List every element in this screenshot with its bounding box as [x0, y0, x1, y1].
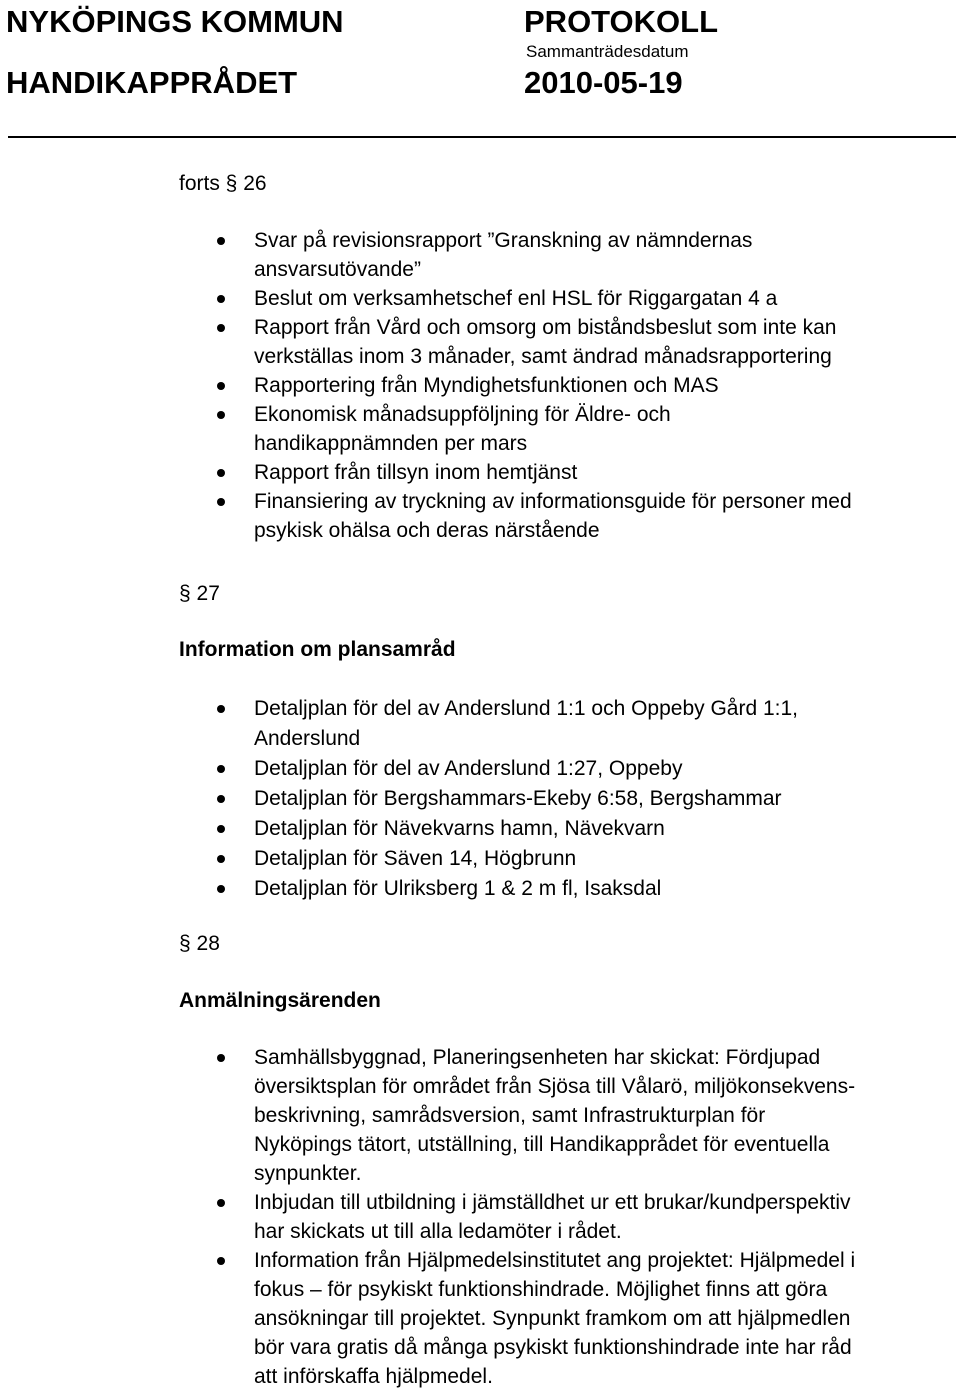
bullet-icon	[217, 855, 225, 863]
section-28-list	[254, 1043, 958, 1391]
bullet-icon	[217, 382, 225, 390]
list-item-text: ansökningar till projektet. Synpunkt framkom om att hjälpmedlen	[254, 1307, 851, 1330]
bullet-icon	[217, 1054, 225, 1062]
list-item-text: Information från Hjälpmedelsinstitutet ang projektet: Hjälpmedel i	[254, 1249, 856, 1272]
header-divider	[8, 136, 956, 138]
list-item-text: Anderslund	[254, 727, 361, 750]
list-item-text: Rapportering från Myndighetsfunktionen och MAS	[254, 374, 719, 397]
date-label: Sammanträdesdatum	[526, 42, 689, 61]
list-item-text: ansvarsutövande”	[254, 258, 421, 281]
list-item-text: bör vara gratis då många psykiskt funktionshindrade inte har råd	[254, 1336, 852, 1359]
bullet-icon	[217, 1257, 225, 1265]
list-item-text: Detaljplan för Säven 14, Högbrunn	[254, 847, 577, 870]
section-27-label: § 27	[179, 582, 220, 605]
list-item	[254, 874, 958, 904]
bullet-icon	[217, 469, 225, 477]
list-item	[254, 313, 958, 371]
section-26-list	[254, 226, 958, 545]
list-item-text: Detaljplan för Ulriksberg 1 & 2 m fl, Isaksdal	[254, 877, 662, 900]
list-item	[254, 784, 958, 814]
list-item	[254, 487, 958, 545]
bullet-icon	[217, 765, 225, 773]
bullet-icon	[217, 237, 225, 245]
bullet-icon	[217, 885, 225, 893]
list-item-text: Detaljplan för del av Anderslund 1:27, Oppeby	[254, 757, 683, 780]
committee-name: HANDIKAPPRÅDET	[6, 65, 298, 100]
list-item-text: beskrivning, samrådsversion, samt Infrastrukturplan för	[254, 1104, 766, 1127]
bullet-icon	[217, 324, 225, 332]
list-item-text: synpunkter.	[254, 1162, 362, 1185]
bullet-icon	[217, 825, 225, 833]
list-item-text: Rapport från tillsyn inom hemtjänst	[254, 461, 578, 484]
section-27-title: Information om plansamråd	[179, 638, 456, 661]
list-item	[254, 284, 958, 313]
list-item-text: Inbjudan till utbildning i jämställdhet ur ett brukar/kundperspektiv	[254, 1191, 851, 1214]
document-type: PROTOKOLL	[524, 4, 719, 39]
list-item-text: Beslut om verksamhetschef enl HSL för Riggargatan 4 a	[254, 287, 778, 310]
list-item	[254, 844, 958, 874]
list-item	[254, 400, 958, 458]
list-item-text: fokus – för psykiskt funktionshindrade. Möjlighet finns att göra	[254, 1278, 828, 1301]
list-item-text: att införskaffa hjälpmedel.	[254, 1365, 493, 1388]
list-item	[254, 371, 958, 400]
list-item	[254, 814, 958, 844]
bullet-icon	[217, 295, 225, 303]
list-item-text: verkställas inom 3 månader, samt ändrad månadsrapportering	[254, 345, 832, 368]
list-item-text: har skickats ut till alla ledamöter i rådet.	[254, 1220, 622, 1243]
section-26-label: forts § 26	[179, 172, 267, 195]
list-item-text: handikappnämnden per mars	[254, 432, 528, 455]
list-item	[254, 226, 958, 284]
bullet-icon	[217, 498, 225, 506]
list-item	[254, 694, 958, 754]
list-item-text: Rapport från Vård och omsorg om biståndsbeslut som inte kan	[254, 316, 837, 339]
list-item	[254, 1043, 958, 1188]
list-item-text: Nyköpings tätort, utställning, till Handikapprådet för eventuella	[254, 1133, 830, 1156]
list-item-text: Detaljplan för del av Anderslund 1:1 och Oppeby Gård 1:1,	[254, 697, 799, 720]
bullet-icon	[217, 795, 225, 803]
list-item	[254, 754, 958, 784]
list-item	[254, 458, 958, 487]
section-28-label: § 28	[179, 932, 220, 955]
meeting-date: 2010-05-19	[524, 65, 683, 100]
bullet-icon	[217, 411, 225, 419]
list-item-text: Ekonomisk månadsuppföljning för Äldre- och	[254, 403, 671, 426]
bullet-icon	[217, 705, 225, 713]
list-item-text: Samhällsbyggnad, Planeringsenheten har skickat: Fördjupad	[254, 1046, 821, 1069]
list-item-text: Detaljplan för Nävekvarns hamn, Nävekvarn	[254, 817, 665, 840]
list-item	[254, 1246, 958, 1391]
list-item	[254, 1188, 958, 1246]
bullet-icon	[217, 1199, 225, 1207]
list-item-text: Detaljplan för Bergshammars-Ekeby 6:58, Bergshammar	[254, 787, 782, 810]
list-item-text: psykisk ohälsa och deras närstående	[254, 519, 600, 542]
section-28-title: Anmälningsärenden	[179, 989, 381, 1012]
list-item-text: Finansiering av tryckning av informationsguide för personer med	[254, 490, 852, 513]
org-name: NYKÖPINGS KOMMUN	[6, 4, 344, 39]
list-item-text: översiktsplan för området från Sjösa till Vålarö, miljökonsekvens-	[254, 1075, 856, 1098]
section-27-list	[254, 694, 958, 904]
list-item-text: Svar på revisionsrapport ”Granskning av nämndernas	[254, 229, 753, 252]
